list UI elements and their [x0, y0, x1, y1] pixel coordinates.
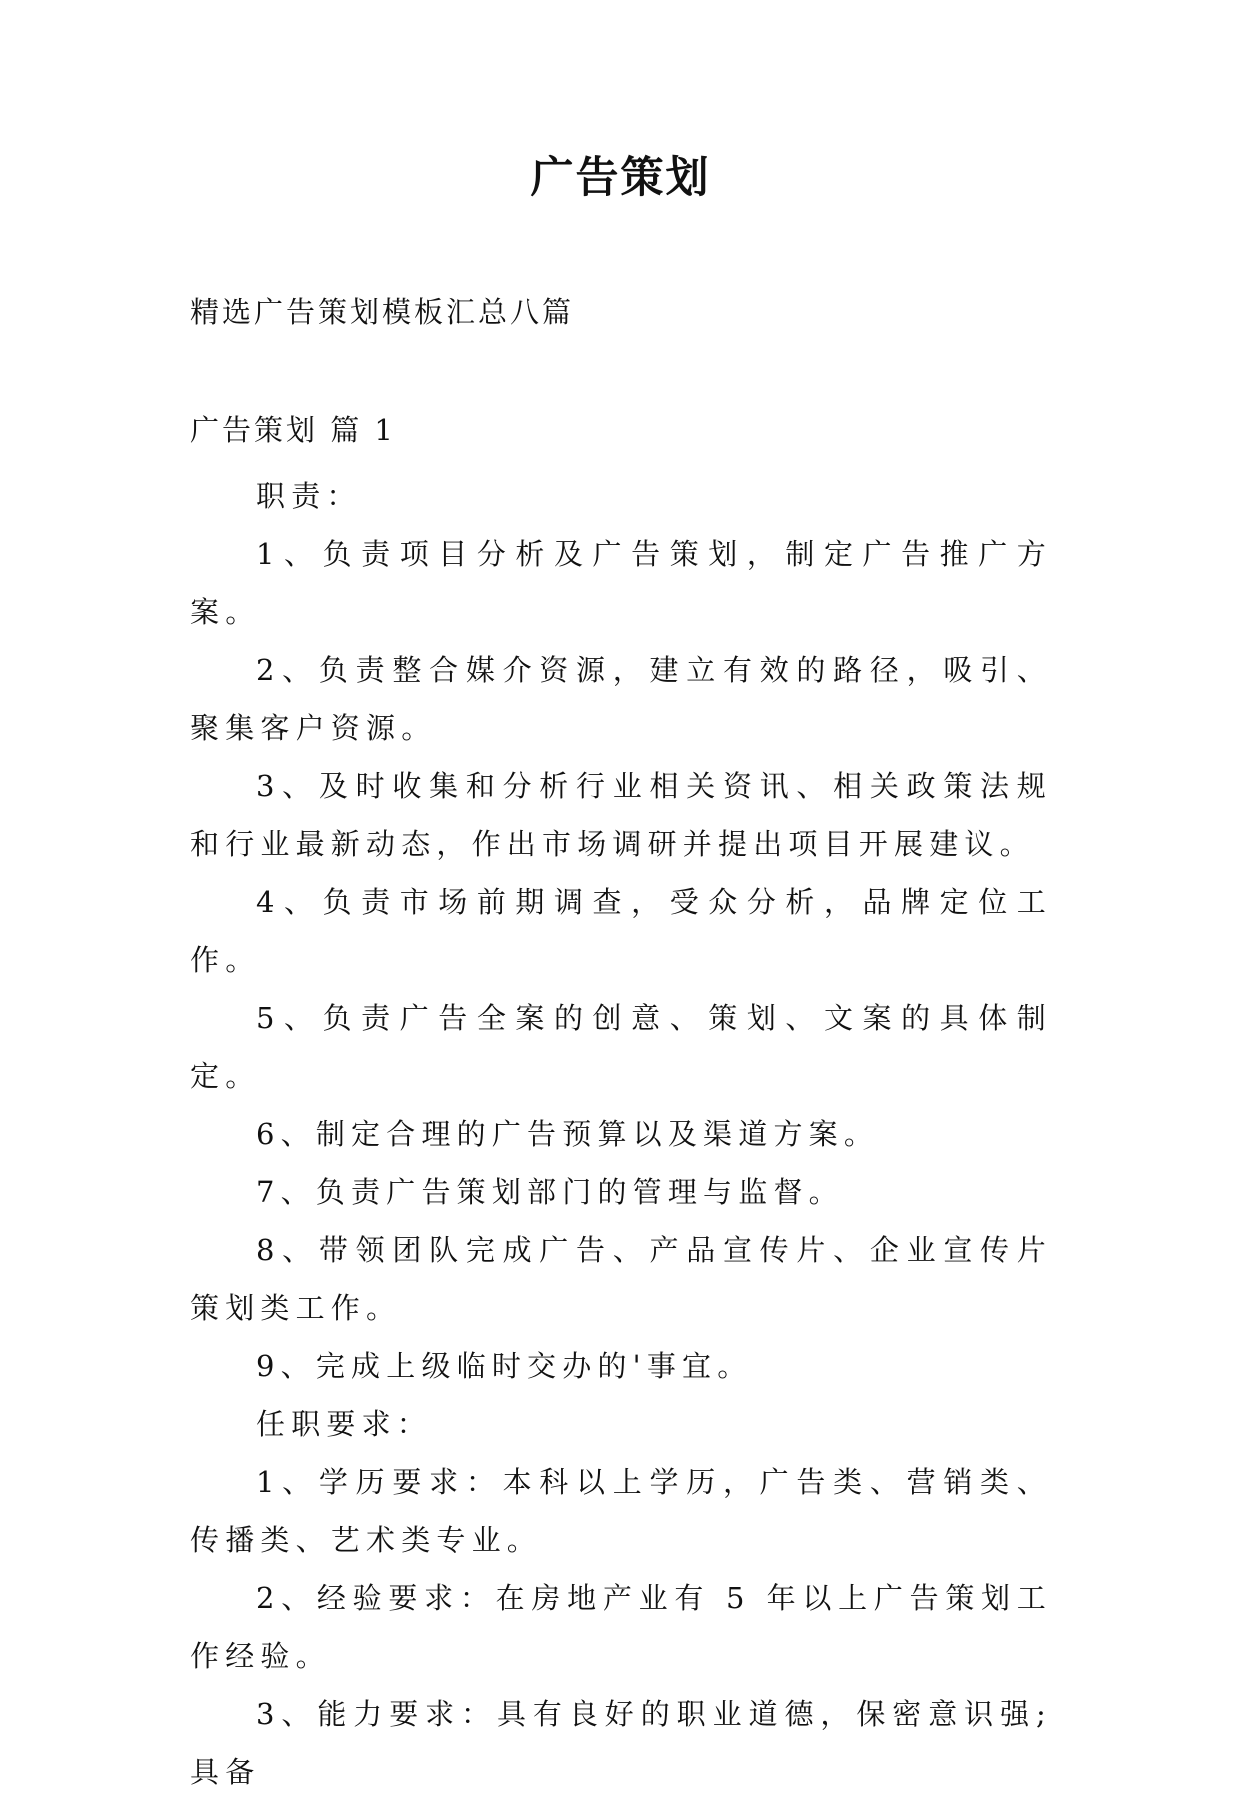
paragraph-duty-9: 9、完成上级临时交办的'事宜。: [256, 1349, 753, 1383]
paragraph-duty-2: 2、负责整合媒介资源，建立有效的路径，吸引、聚集客户资源。: [190, 653, 1052, 745]
paragraph-duties-heading: 职责：: [256, 479, 362, 513]
paragraph-duty-8: 8、带领团队完成广告、产品宣传片、企业宣传片策划类工作。: [190, 1233, 1052, 1325]
document-subtitle: 精选广告策划模板汇总八篇: [190, 295, 575, 329]
section-heading: 广告策划 篇 1: [190, 413, 396, 447]
document-body: [190, 467, 1052, 1801]
paragraph-requirement-1: 1、学历要求：本科以上学历，广告类、营销类、传播类、艺术类专业。: [190, 1465, 1052, 1557]
paragraph-duty-5: 5、负责广告全案的创意、策划、文案的具体制定。: [190, 1001, 1052, 1093]
paragraph-duty-4: 4、负责市场前期调查，受众分析，品牌定位工作。: [190, 885, 1052, 977]
paragraph-duty-6: 6、制定合理的广告预算以及渠道方案。: [256, 1117, 880, 1151]
paragraph-duty-7: 7、负责广告策划部门的管理与监督。: [256, 1175, 844, 1209]
document-title: 广告策划: [530, 153, 711, 203]
paragraph-duty-3: 3、及时收集和分析行业相关资讯、相关政策法规和行业最新动态，作出市场调研并提出项目开展建议。: [190, 769, 1052, 861]
paragraph-requirement-3: 3、能力要求：具有良好的职业道德，保密意识强;具备: [190, 1697, 1052, 1789]
paragraph-requirements-heading: 任职要求：: [256, 1407, 433, 1441]
paragraph-duty-1: 1、负责项目分析及广告策划，制定广告推广方案。: [190, 537, 1052, 629]
paragraph-requirement-2: 2、经验要求：在房地产业有 5 年以上广告策划工作经验。: [190, 1581, 1052, 1673]
